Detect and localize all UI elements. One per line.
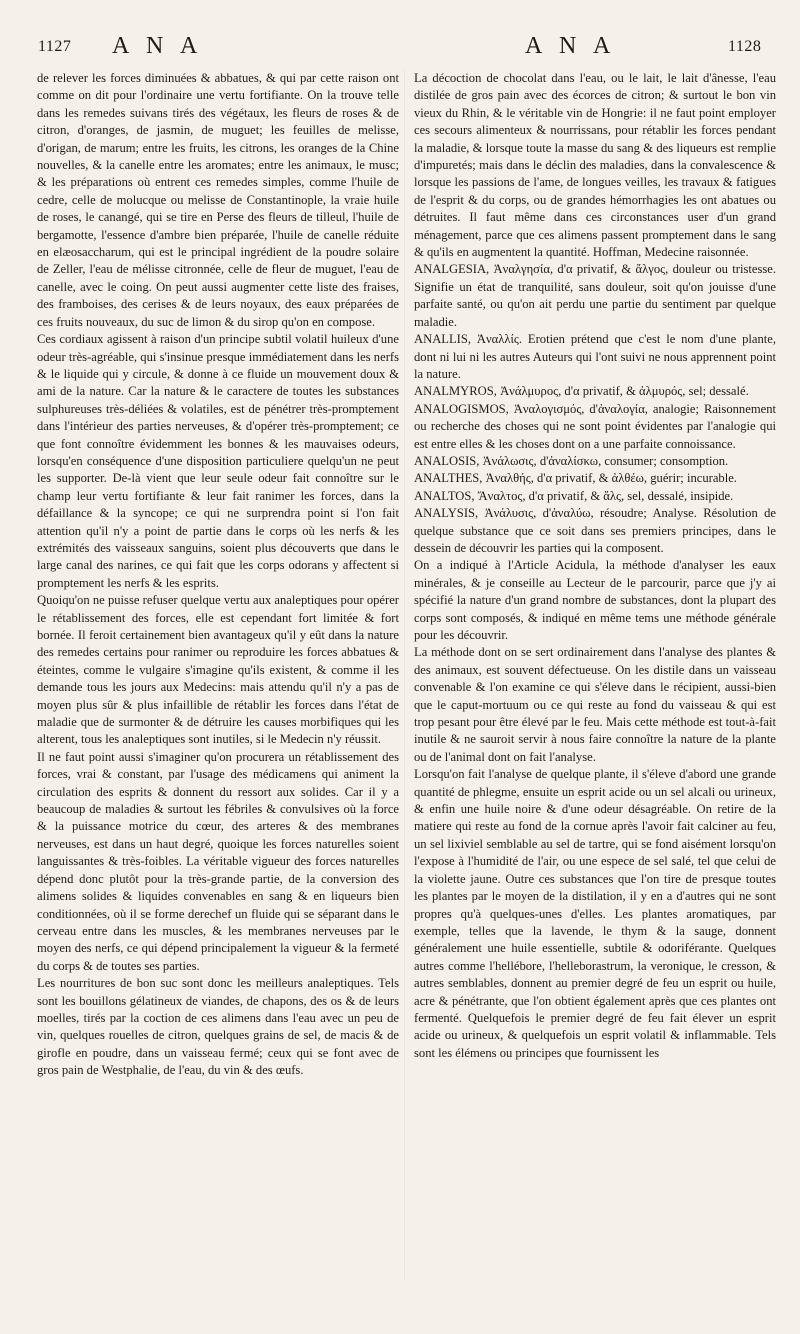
paragraph: Il ne faut point aussi s'imaginer qu'on procurera un rétablissement des forces, vrai & constant, par l'usage des médicamens qui animent la circulation des esprits & donnent du ressort aux solides. Car il y a beaucoup de maladies & surtout les fébriles & convulsives où la force & la puissance motrice du cœur, des arteres & des membranes nerveuses, est dans un haut degré, quoique les forces naturelles soient languissantes & très-foibles. La véritable vigueur des forces naturelles dépend donc plutôt pour la très-grande partie, de la conversion des alimens solides & liquides convenables en sang & en liqueurs bien conditionnées, où il se forme derechef un fluide qui se séparant dans le cerveau entre dans les muscles, & les membranes nerveuses par le moyen des nerfs, ce qui dépend principalement la vigueur & la fermeté du corps & de toutes ses parties. [37,749,399,973]
entry-analogismos: ANALOGISMOS, Ἀναλογισμός, d'ἀναλογία, analogie; Raisonnement ou recherche des choses qui ne sont point évidentes par l'analogie qui est entre elles & les choses dont on a une parfaite connoissance. [414,401,776,451]
entry-analmyros: ANALMYROS, Ἀνάλμυρος, d'α privatif, & ἀλμυρός, sel; dessalé. [414,384,749,399]
paragraph: On a indiqué à l'Article Acidula, la méthode d'analyser les eaux minérales, & je conseille au Lecteur de le parcourir, parce que j'y ai spécifié la nature d'un grand nombre de substances, dont la plupart des corps sont composés, & indiqué en même tems une méthode générale pour les découvrir. [414,558,776,642]
left-column [37,70,399,1080]
paragraph: Lorsqu'on fait l'analyse de quelque plante, il s'éleve d'abord une grande quantité de phlegme, ensuite un esprit acide ou un sel alcali ou urineux, & enfin une huile noire & d'une odeur désagréable. On retire de la matiere qui reste au fond de la cornue après l'avoir fait calciner au feu, un sel lixiviel semblable au sel de tartre, qui se fond aisément lorsqu'on l'expose à l'humidité de l'air, ou une espece de sel salé, tel que celui de la violette jaune. Outre ces substances que l'on tire de presque toutes les plantes par le moyen de la distilation, il y en a d'autres qui ne sont propres qu'à quelques-unes d'elles. Les plantes aromatiques, par exemple, telles que la lavende, le thym & la sauge, donnent généralement une huile essentielle, subtile & odoriférante. Quelques autres comme l'hellébore, l'helleborastrum, la veronique, le cresson, & autres semblables, donnent au premier degré de feu un esprit ou huile, acre & pénétrante, que l'on obtient également après que ces plantes ont fermenté. Quelquefois le premier degré de feu fait élever un esprit acide ou urineux, & quelquefois un esprit volatil & inflammable. Tels sont les élémens ou principes que fournissent les [414,767,776,1060]
entry-analgesia: ANALGESIA, Ἀναλγησία, d'α privatif, & ἄλγος, douleur ou tristesse. Signifie un état de tranquilité, sans douleur, soit qu'on jouisse d'une parfaite santé, ou qu'on ait perdu une partie du sentiment par quelque maladie. [414,262,776,329]
entry-analthes: ANALTHES, Ἀναλθής, d'α privatif, & ἀλθέω, guérir; incurable. [414,471,737,486]
running-head-right: A N A [525,33,617,59]
column-divider [404,70,405,1280]
paragraph: Ces cordiaux agissent à raison d'un principe subtil volatil huileux d'une odeur très-agréable, qui s'insinue presque immédiatement dans les nerfs & le liquide qui y circule, & donne à ce fluide un mouvement doux & ami de la nature. Car la nature & le caractere de toutes les substances sulphureuses très-déliées & volatiles, est de pénétrer très-promptement dans l'intérieur des parties nerveuses, & d'opérer très-promptement; ce que font connoître évidemment les bonnes & les mauvaises odeurs, lorsqu'en conséquence d'une disposition particuliere quelqu'un ne peut les supporter. De-là vient que leur seule odeur fait connoître sur le champ leur vertu fortifiante & leur fait ranimer les forces, dans la défaillance & la syncope; ce qui ne surprendra point si l'on fait attention qu'il n'y a point de partie dans le corps où les nerfs & les extrémités des vaisseaux sanguins, soient plus découverts que dans le large canal des narines, ce qui fait que les corps odorans y affectent si promptement les nerfs & les esprits. [37,332,399,590]
paragraph: La décoction de chocolat dans l'eau, ou le lait, le lait d'ânesse, l'eau distilée de gros pain avec des écorces de citron; & surtout le bon vin vieux du Rhin, & le véritable vin de Hongrie: il ne faut point employer ces secours alimenteux & nourrissans, pour rétablir les forces pendant la maladie, & lorsque toute la masse du sang & des liqueurs est remplie d'impuretés; mais dans le déclin des maladies, dans la convalescence & lorsque les passions de l'ame, de longues veilles, les travaux & fatigues de l'esprit & du corps, ou de grandes hémorrhagies les ont abatues ou détruites. Il faut même dans ces circonstances user d'un grand ménagement, parce que ces alimens passent promptement dans le sang & qu'ils en augmentent la quantité. Hoffman, Medecine raisonnée. [414,71,776,260]
page-number-left: 1127 [38,38,72,55]
entry-analysis: ANALYSIS, Ἀνάλυσις, d'ἀναλύω, résoudre; Analyse. Résolution de quelque substance que ce soit dans ses premiers principes, dans le dessein de découvrir les parties qui la composent. [414,506,776,555]
entry-analtos: ANALTOS, Ἄναλτος, d'α privatif, & ἅλς, sel, dessalé, insipide. [414,488,734,503]
paragraph: Quoiqu'on ne puisse refuser quelque vertu aux analeptiques pour opérer le rétablissement des forces, elle est cependant fort limitée & fort bornée. Il feroit certainement bien avantageux qu'il y eût dans la nature des remedes certains pour ranimer ou reproduire les forces abbatues & éteintes, comme le vulgaire s'imagine qu'ils existent, & comme il les demande tous les jours aux Medecins: mais attendu qu'il n'y a pas de moyen plus sûr & plus infaillible de rétablir les forces dans l'état de maladie que de surmonter & de détruire les causes morbifiques qui les alterent, tous les analeptiques sont inutiles, si le Medecin n'y réussit. [37,593,399,747]
paragraph: Les nourritures de bon suc sont donc les meilleurs analeptiques. Tels sont les bouillons gélatineux de viandes, de chapons, des os & de leurs moelles, tirés par la coction de ces alimens dans l'eau avec un peu de vin, quelques rouelles de citron, quelques grains de sel, de macis & de girofle en poudre, dans un vaisseau fermé; ceux qui se font avec de gros pain de Westphalie, de l'eau, du vin & des œufs. [37,976,399,1078]
entry-analosis: ANALOSIS, Ἀνάλωσις, d'ἀναλίσκω, consumer; consomption. [414,453,729,468]
entry-anallis: ANALLIS, Ἀναλλίς. Erotien prétend que c'est le nom d'une plante, dont ni lui ni les autres Auteurs qui l'ont suivi ne nous apprennent point la nature. [414,332,776,381]
page-number-right: 1128 [728,38,762,55]
paragraph: La méthode dont on se sert ordinairement dans l'analyse des plantes & des animaux, est souvent défectueuse. On les distile dans un vaisseau convenable & l'on examine ce qui s'éleve dans le récipient, aussi-bien que le caput-mortuum ou ce qui reste au fond du vaisseau & qui est trop pesant pour être élevé par le feu. Mais cette méthode est tout-à-fait inutile & ne sauroit servir à nous faire connoître la nature de la plante ou de l'animal dont on fait l'analyse. [414,645,776,764]
paragraph: de relever les forces diminuées & abbatues, & qui par cette raison ont comme on dit pour l'ordinaire une vertu fortifiante. On la trouve telle dans les remedes suivans tirés des végétaux, les fleurs de roses & de citron, d'oranges, de jasmin, de muguet; les feuilles de melisse, d'origan, de marum; entre les fruits, les citrons, les oranges de la Chine nouvelles, & la canelle entre les aromates; entre les animaux, le musc; & les préparations où entrent ces remedes simples, comme l'huile de cedre, celle de molucque ou melisse de Constantinople, la vraie huile de roses, le canangé, qui se tire en Perse des fleurs de tilleul, l'huile de bergamotte, l'essence d'ambre bien préparée, l'huile de canelle réduite en elæosaccharum, qui est le principal ingrédient de la poudre solaire de Zeller, l'eau de mélisse citronnée, celle de fleur de muguet, l'eau de canelle, avec le coing. On peut aussi augmenter cette liste des fraises, des framboises, des cerises & de leurs noyaux, des eaux préparées de ces fruits nouveaux, du suc de limon & du sirop qu'on en compose. [37,71,399,329]
page-header [0,33,800,60]
running-head-left: A N A [112,33,204,59]
right-column [414,70,776,1062]
